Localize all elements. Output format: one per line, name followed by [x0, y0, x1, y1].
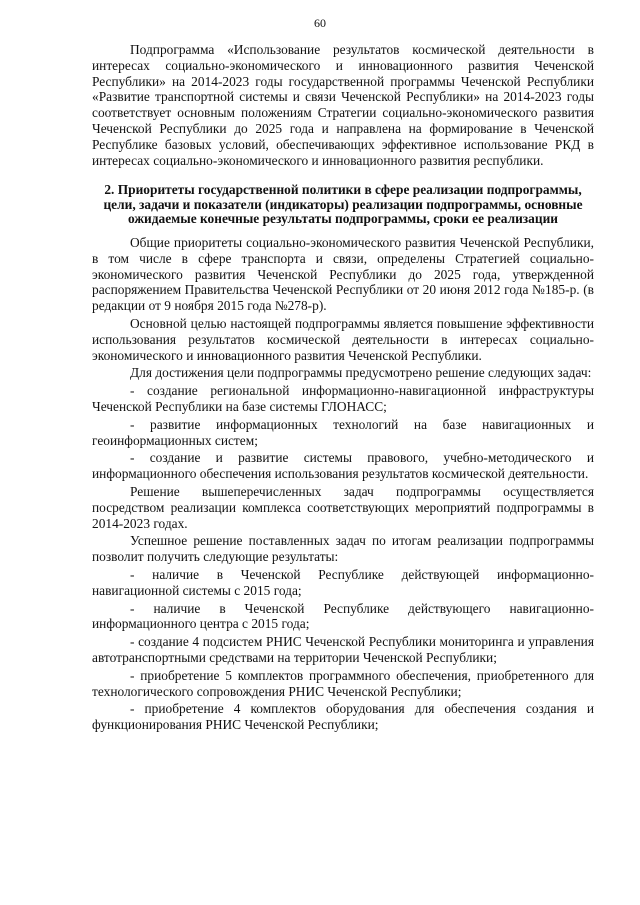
list-item-result-1: - наличие в Чеченской Республике действующей информационно-навигационной системы с 2015 года; — [92, 566, 594, 598]
section-heading: 2. Приоритеты государственной политики в сфере реализации подпрограммы, цели, задачи и показатели (индикаторы) реализации подпрограммы, основные ожидаемые конечные результаты подпрограммы, сроки ее реализации — [103, 182, 583, 226]
paragraph-implementation: Решение вышеперечисленных задач подпрограммы осуществляется посредством реализации комплекса соответствующих мероприятий подпрограммы в 2014-2023 годах. — [92, 483, 594, 531]
list-item-task-3: - создание и развитие системы правового, учебно-методического и информационного обеспечения использования результатов космической деятельности. — [92, 450, 594, 482]
document-body — [92, 42, 594, 733]
list-item-result-4: - приобретение 5 комплектов программного обеспечения, приобретенного для технологического сопровождения РНИС Чеченской Республики; — [92, 667, 594, 699]
paragraph-tasks-intro: Для достижения цели подпрограммы предусмотрено решение следующих задач: — [130, 365, 592, 381]
list-item-result-5: - приобретение 4 комплектов оборудования для обеспечения создания и функционирования РНИС Чеченской Республики; — [92, 701, 594, 733]
list-item-task-1: - создание региональной информационно-навигационной инфраструктуры Чеченской Республики на базе системы ГЛОНАСС; — [92, 383, 594, 414]
list-item-result-2: - наличие в Чеченской Республике действующего навигационно-информационного центра с 2015 года; — [92, 600, 594, 632]
paragraph-priorities: Общие приоритеты социально-экономического развития Чеченской Республики, в том числе в сфере транспорта и связи, определены Стратегией социально-экономического развития Чеченской Республики до 2025 года, утвержденной распоряжением Правительства Чеченской Республики от 20 июня 2012 года №185-р. (в редакции от 9 ноября 2015 года №278-р). — [92, 234, 594, 314]
page-number: 60 — [314, 16, 326, 30]
intro-paragraph: Подпрограмма «Использование результатов космической деятельности в интересах социально-экономического и инновационного развития Чеченской Республики» на 2014-2023 годы государственной программы Чеченской Республики «Развитие транспортной системы и связи Чеченской Республики» на 2014-2023 годы соответствует основным положениям Стратегии социально-экономического развития Чеченской Республики до 2025 года и направлена на формирование в Чеченской Республике базовых условий, обеспечивающих эффективное использование РКД в интересах социально-экономического и инновационного развития республики. — [92, 42, 594, 168]
paragraph-results-intro: Успешное решение поставленных задач по итогам реализации подпрограммы позволит получить следующие результаты: — [92, 533, 594, 565]
list-item-task-2: - развитие информационных технологий на базе навигационных и геоинформационных систем; — [92, 416, 594, 448]
list-item-result-3: - создание 4 подсистем РНИС Чеченской Республики мониторинга и управления автотранспортными средствами на территории Чеченской Республики; — [92, 634, 594, 665]
paragraph-main-goal: Основной целью настоящей подпрограммы является повышение эффективности использования результатов космической деятельности в интересах социально-экономического и инновационного развития Чеченской Республики. — [92, 315, 594, 363]
